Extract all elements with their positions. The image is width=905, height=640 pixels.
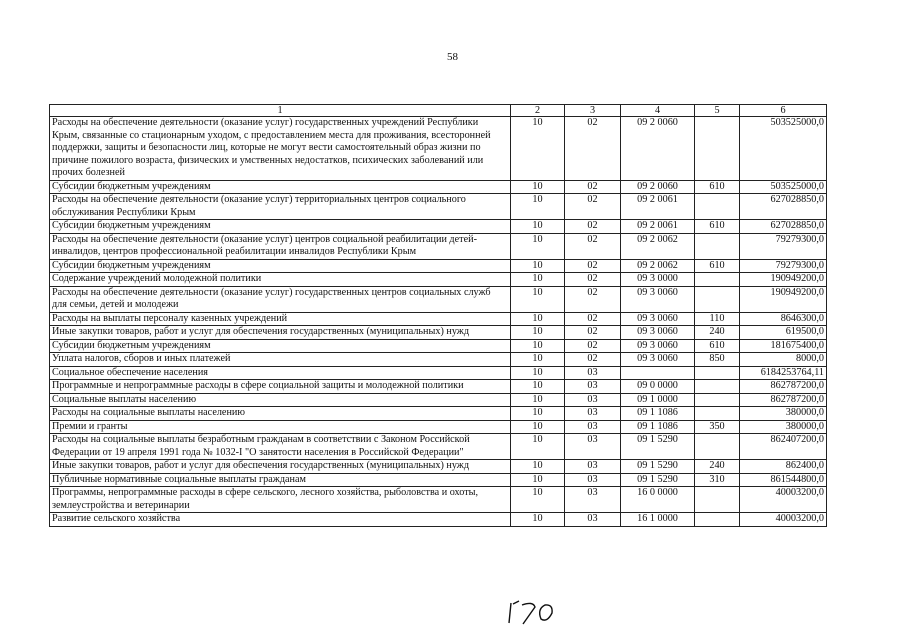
cell-target-article: 09 1 5290 bbox=[621, 434, 695, 460]
page-number: 58 bbox=[447, 51, 458, 63]
cell-subsection: 03 bbox=[565, 473, 621, 487]
cell-name: Расходы на обеспечение деятельности (оказание услуг) территориальных центров социального обслуживания Республики Крым bbox=[50, 194, 511, 220]
cell-amount: 862787200,0 bbox=[740, 380, 827, 394]
cell-name: Уплата налогов, сборов и иных платежей bbox=[50, 353, 511, 367]
table-row bbox=[50, 487, 827, 513]
cell-subsection: 03 bbox=[565, 393, 621, 407]
cell-subsection: 02 bbox=[565, 353, 621, 367]
cell-target-article: 09 1 1086 bbox=[621, 420, 695, 434]
cell-subsection: 03 bbox=[565, 420, 621, 434]
cell-section: 10 bbox=[511, 259, 565, 273]
cell-expense-type bbox=[695, 487, 740, 513]
cell-section: 10 bbox=[511, 194, 565, 220]
cell-name: Расходы на обеспечение деятельности (оказание услуг) государственных центров социальных служб для семьи, детей и молодежи bbox=[50, 286, 511, 312]
table-row bbox=[50, 420, 827, 434]
cell-target-article: 09 2 0060 bbox=[621, 117, 695, 181]
cell-expense-type bbox=[695, 273, 740, 287]
table-row bbox=[50, 380, 827, 394]
cell-name: Иные закупки товаров, работ и услуг для обеспечения государственных (муниципальных) нужд bbox=[50, 460, 511, 474]
cell-section: 10 bbox=[511, 380, 565, 394]
cell-subsection: 03 bbox=[565, 366, 621, 380]
cell-expense-type: 310 bbox=[695, 473, 740, 487]
cell-expense-type bbox=[695, 407, 740, 421]
cell-name: Программные и непрограммные расходы в сфере социальной защиты и молодежной политики bbox=[50, 380, 511, 394]
cell-name: Субсидии бюджетным учреждениям bbox=[50, 220, 511, 234]
cell-name: Содержание учреждений молодежной политики bbox=[50, 273, 511, 287]
cell-expense-type: 110 bbox=[695, 312, 740, 326]
cell-section: 10 bbox=[511, 326, 565, 340]
cell-amount: 79279300,0 bbox=[740, 259, 827, 273]
cell-expense-type: 610 bbox=[695, 259, 740, 273]
cell-amount: 862787200,0 bbox=[740, 393, 827, 407]
cell-name: Развитие сельского хозяйства bbox=[50, 513, 511, 527]
cell-name: Премии и гранты bbox=[50, 420, 511, 434]
cell-section: 10 bbox=[511, 117, 565, 181]
cell-section: 10 bbox=[511, 286, 565, 312]
cell-amount: 181675400,0 bbox=[740, 339, 827, 353]
cell-amount: 6184253764,11 bbox=[740, 366, 827, 380]
table-row bbox=[50, 180, 827, 194]
cell-target-article: 16 1 0000 bbox=[621, 513, 695, 527]
cell-subsection: 02 bbox=[565, 259, 621, 273]
cell-target-article: 09 2 0062 bbox=[621, 233, 695, 259]
cell-subsection: 02 bbox=[565, 117, 621, 181]
cell-target-article: 09 3 0060 bbox=[621, 286, 695, 312]
cell-amount: 627028850,0 bbox=[740, 194, 827, 220]
header-col-6: 6 bbox=[740, 105, 827, 117]
cell-expense-type: 610 bbox=[695, 339, 740, 353]
header-col-4: 4 bbox=[621, 105, 695, 117]
table-row bbox=[50, 220, 827, 234]
cell-subsection: 02 bbox=[565, 220, 621, 234]
cell-section: 10 bbox=[511, 473, 565, 487]
cell-section: 10 bbox=[511, 434, 565, 460]
cell-amount: 627028850,0 bbox=[740, 220, 827, 234]
cell-amount: 190949200,0 bbox=[740, 286, 827, 312]
table-body bbox=[50, 117, 827, 527]
header-col-1: 1 bbox=[50, 105, 511, 117]
cell-section: 10 bbox=[511, 233, 565, 259]
cell-name: Программы, непрограммные расходы в сфере сельского, лесного хозяйства, рыболовства и охоты, землеустройства и ветеринарии bbox=[50, 487, 511, 513]
cell-target-article: 09 3 0060 bbox=[621, 312, 695, 326]
cell-name: Расходы на обеспечение деятельности (оказание услуг) центров социальной реабилитации детей-инвалидов, центров профессиональной реабилитации инвалидов Республики Крым bbox=[50, 233, 511, 259]
cell-subsection: 02 bbox=[565, 273, 621, 287]
cell-amount: 40003200,0 bbox=[740, 487, 827, 513]
cell-expense-type bbox=[695, 434, 740, 460]
cell-name: Расходы на социальные выплаты безработным гражданам в соответствии с Законом Российской Федерации от 19 апреля 1991 года № 1032-I "О занятости населения в Российской Федерации" bbox=[50, 434, 511, 460]
cell-section: 10 bbox=[511, 220, 565, 234]
cell-expense-type bbox=[695, 233, 740, 259]
header-col-5: 5 bbox=[695, 105, 740, 117]
cell-name: Расходы на выплаты персоналу казенных учреждений bbox=[50, 312, 511, 326]
cell-section: 10 bbox=[511, 366, 565, 380]
cell-amount: 380000,0 bbox=[740, 407, 827, 421]
cell-name: Социальные выплаты населению bbox=[50, 393, 511, 407]
cell-section: 10 bbox=[511, 420, 565, 434]
cell-section: 10 bbox=[511, 487, 565, 513]
cell-expense-type bbox=[695, 194, 740, 220]
cell-name: Иные закупки товаров, работ и услуг для обеспечения государственных (муниципальных) нужд bbox=[50, 326, 511, 340]
cell-target-article: 09 3 0060 bbox=[621, 339, 695, 353]
cell-expense-type: 610 bbox=[695, 220, 740, 234]
table-row bbox=[50, 393, 827, 407]
cell-expense-type: 240 bbox=[695, 460, 740, 474]
cell-amount: 79279300,0 bbox=[740, 233, 827, 259]
cell-name: Социальное обеспечение населения bbox=[50, 366, 511, 380]
cell-section: 10 bbox=[511, 273, 565, 287]
table-row bbox=[50, 353, 827, 367]
cell-amount: 503525000,0 bbox=[740, 117, 827, 181]
header-col-2: 2 bbox=[511, 105, 565, 117]
cell-subsection: 02 bbox=[565, 194, 621, 220]
cell-amount: 619500,0 bbox=[740, 326, 827, 340]
table-row bbox=[50, 194, 827, 220]
table-row bbox=[50, 339, 827, 353]
cell-amount: 861544800,0 bbox=[740, 473, 827, 487]
table-row bbox=[50, 326, 827, 340]
table-row bbox=[50, 259, 827, 273]
cell-name: Субсидии бюджетным учреждениям bbox=[50, 259, 511, 273]
header-row bbox=[50, 105, 827, 117]
cell-target-article: 09 3 0060 bbox=[621, 326, 695, 340]
cell-section: 10 bbox=[511, 513, 565, 527]
cell-name: Субсидии бюджетным учреждениям bbox=[50, 180, 511, 194]
table-row bbox=[50, 513, 827, 527]
cell-target-article: 09 1 5290 bbox=[621, 460, 695, 474]
cell-expense-type bbox=[695, 513, 740, 527]
cell-name: Расходы на социальные выплаты населению bbox=[50, 407, 511, 421]
table-row bbox=[50, 434, 827, 460]
table-row bbox=[50, 273, 827, 287]
cell-section: 10 bbox=[511, 407, 565, 421]
cell-target-article: 09 3 0060 bbox=[621, 353, 695, 367]
cell-name: Субсидии бюджетным учреждениям bbox=[50, 339, 511, 353]
cell-subsection: 02 bbox=[565, 326, 621, 340]
cell-amount: 862400,0 bbox=[740, 460, 827, 474]
cell-section: 10 bbox=[511, 312, 565, 326]
cell-subsection: 02 bbox=[565, 286, 621, 312]
cell-target-article: 09 1 0000 bbox=[621, 393, 695, 407]
cell-expense-type: 610 bbox=[695, 180, 740, 194]
table-row bbox=[50, 233, 827, 259]
cell-section: 10 bbox=[511, 353, 565, 367]
cell-amount: 380000,0 bbox=[740, 420, 827, 434]
cell-subsection: 02 bbox=[565, 233, 621, 259]
table-row bbox=[50, 286, 827, 312]
cell-name: Расходы на обеспечение деятельности (оказание услуг) государственных учреждений Республики Крым, связанные со стационарным уходом, с предоставлением места для проживания, всесторонней поддержки, защиты и безопасности лиц, которые не могут вести самостоятельный образ жизни по причине пожилого возраста, физических и умственных недостатков, психических заболеваний или прочих болезней bbox=[50, 117, 511, 181]
cell-expense-type bbox=[695, 380, 740, 394]
table-row bbox=[50, 407, 827, 421]
cell-target-article: 09 2 0060 bbox=[621, 180, 695, 194]
table-row bbox=[50, 117, 827, 181]
cell-name: Публичные нормативные социальные выплаты гражданам bbox=[50, 473, 511, 487]
cell-target-article: 09 1 5290 bbox=[621, 473, 695, 487]
cell-target-article: 09 2 0061 bbox=[621, 220, 695, 234]
cell-target-article: 09 0 0000 bbox=[621, 380, 695, 394]
cell-section: 10 bbox=[511, 339, 565, 353]
cell-subsection: 03 bbox=[565, 407, 621, 421]
table-row bbox=[50, 312, 827, 326]
cell-target-article: 16 0 0000 bbox=[621, 487, 695, 513]
cell-subsection: 02 bbox=[565, 180, 621, 194]
cell-expense-type: 350 bbox=[695, 420, 740, 434]
table-row bbox=[50, 460, 827, 474]
cell-section: 10 bbox=[511, 180, 565, 194]
handwritten-signature bbox=[505, 597, 565, 625]
cell-subsection: 03 bbox=[565, 487, 621, 513]
cell-subsection: 03 bbox=[565, 434, 621, 460]
table-row bbox=[50, 366, 827, 380]
cell-expense-type: 240 bbox=[695, 326, 740, 340]
cell-amount: 40003200,0 bbox=[740, 513, 827, 527]
header-col-3: 3 bbox=[565, 105, 621, 117]
cell-target-article: 09 3 0000 bbox=[621, 273, 695, 287]
cell-subsection: 02 bbox=[565, 339, 621, 353]
cell-expense-type bbox=[695, 366, 740, 380]
cell-amount: 8646300,0 bbox=[740, 312, 827, 326]
cell-target-article: 09 1 1086 bbox=[621, 407, 695, 421]
cell-amount: 8000,0 bbox=[740, 353, 827, 367]
cell-target-article: 09 2 0062 bbox=[621, 259, 695, 273]
cell-subsection: 03 bbox=[565, 513, 621, 527]
cell-section: 10 bbox=[511, 393, 565, 407]
cell-amount: 862407200,0 bbox=[740, 434, 827, 460]
cell-target-article bbox=[621, 366, 695, 380]
cell-expense-type bbox=[695, 117, 740, 181]
table-row bbox=[50, 473, 827, 487]
cell-subsection: 02 bbox=[565, 312, 621, 326]
cell-target-article: 09 2 0061 bbox=[621, 194, 695, 220]
cell-section: 10 bbox=[511, 460, 565, 474]
budget-table bbox=[49, 104, 827, 527]
cell-expense-type bbox=[695, 393, 740, 407]
cell-expense-type bbox=[695, 286, 740, 312]
cell-expense-type: 850 bbox=[695, 353, 740, 367]
cell-subsection: 03 bbox=[565, 380, 621, 394]
cell-amount: 503525000,0 bbox=[740, 180, 827, 194]
cell-subsection: 03 bbox=[565, 460, 621, 474]
cell-amount: 190949200,0 bbox=[740, 273, 827, 287]
